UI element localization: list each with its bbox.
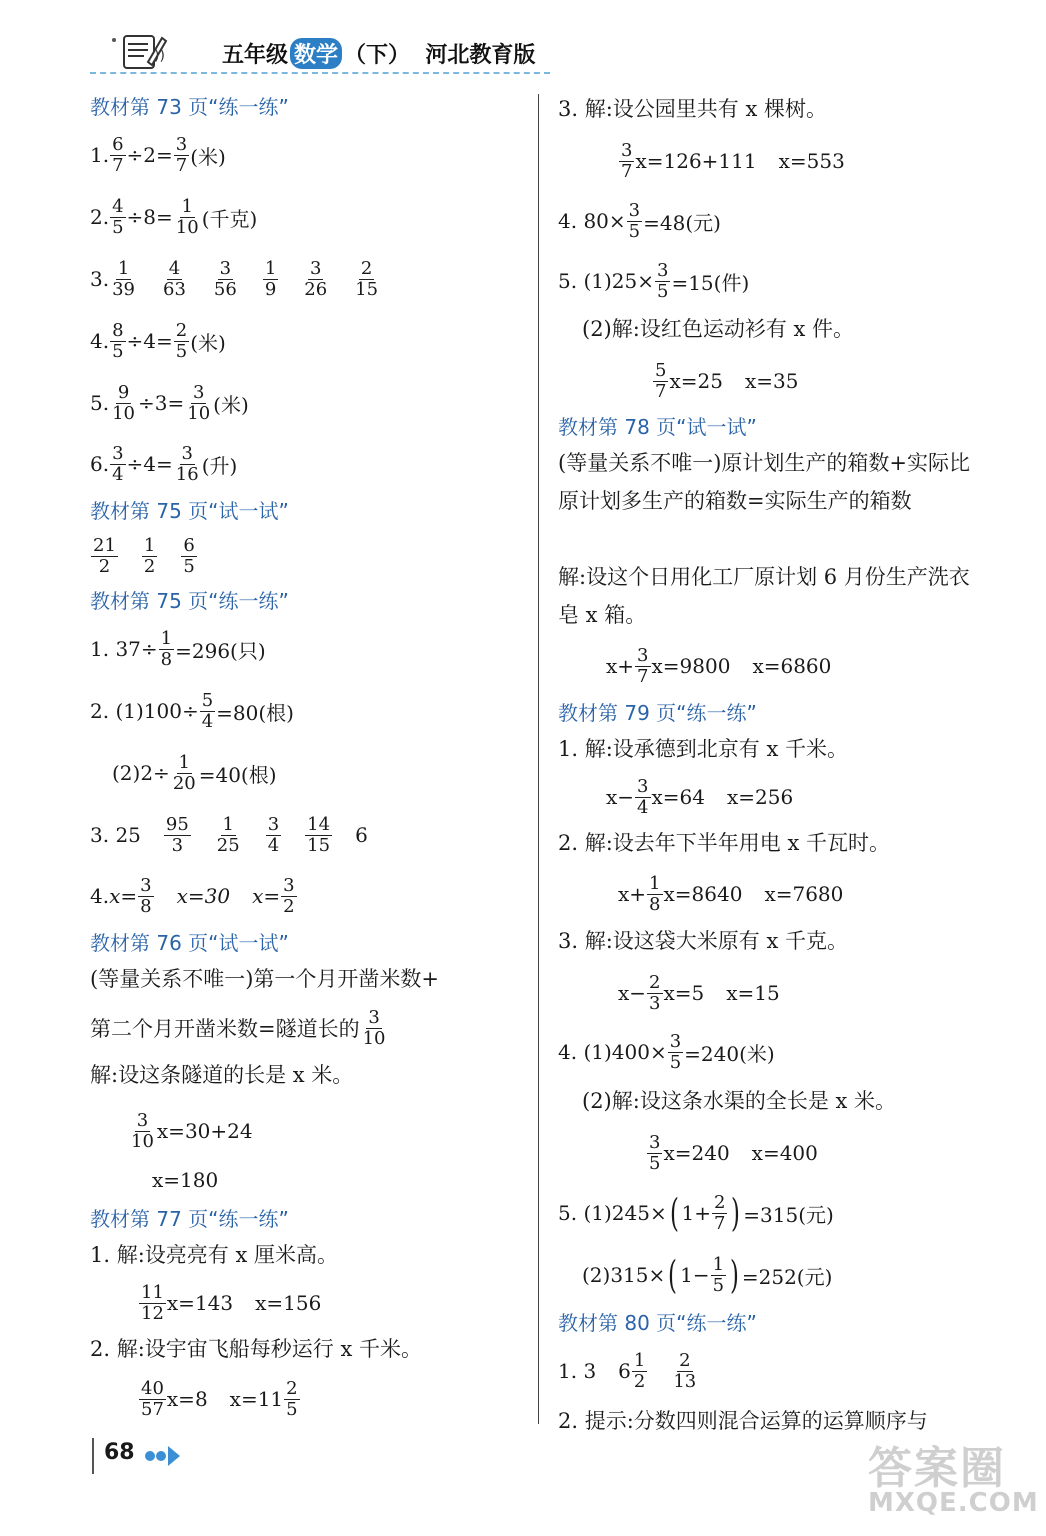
answer-line: 3. 1 39 4 63 3 56 1 9 3 26 2 15 [90,257,379,300]
answer-line: x− $\frac{3}{4}$ x=64 x=256 [606,775,794,818]
answer-line: x+ $\frac{1}{8}$ x=8640 x=7680 [618,872,844,915]
answer-line: 5 7 x=25 x=35 [655,359,799,402]
text-line: (2)解:设这条水渠的全长是 x 米。 [582,1089,897,1113]
text-line: (等量关系不唯一)第一个月开凿米数+ [90,967,439,991]
text-line: 3. 解:设这袋大米原有 x 千克。 [558,929,848,953]
section-heading: 教材第 78 页“试一试” [558,415,757,439]
text-line: 解:设这条隧道的长是 x 米。 [90,1063,354,1087]
column-divider [538,94,539,1424]
header-divider [90,72,550,74]
answer-line: 3 5 x=240 x=400 [649,1131,818,1174]
answer-line: 3. 25 95 3 1 25 3 4 14 15 6 [90,813,368,856]
answer-line: 1. $\frac{6}{7}$ ÷2= $\frac{3}{7}$ (米) [90,133,226,176]
answer-line: 5. $\frac{9}{10}$ ÷3= $\frac{3}{10}$ (米) [90,381,249,424]
text-line: 2. 解:设宇宙飞船每秒运行 x 千米。 [90,1337,422,1361]
notebook-pencil-icon [108,30,168,74]
text-line: 3. 解:设公园里共有 x 棵树。 [558,97,827,121]
subject-badge: 数学 [290,38,342,69]
answer-line: 5. (1)25× $\frac{3}{5}$ =15(件) [558,259,750,302]
answer-line: 第二个月开凿米数=隧道长的 3 10 [90,1006,386,1049]
page-header [90,34,550,74]
answer-line: 3 7 x=126+111 x=553 [621,139,845,182]
arrow-right-icon [142,1442,182,1470]
section-heading: 教材第 76 页“试一试” [90,931,289,955]
answer-line: 5. (1)245× ( 1+ $\frac{2}{7}$ ) =315(元) [558,1191,834,1235]
answer-line: 4. $\frac{8}{5}$ ÷4= $\frac{2}{5}$ (米) [90,319,226,362]
answer-line: 1. 3 6 1 2 2 13 [558,1349,697,1392]
answer-line: 6. $\frac{3}{4}$ ÷4= $\frac{3}{16}$ (升) [90,442,238,485]
section-heading: 教材第 77 页“练一练” [90,1207,289,1231]
text-line: 1. 解:设承德到北京有 x 千米。 [558,737,848,761]
answer-line: (2)2÷ $\frac{1}{20}$ =40(根) [112,751,277,794]
answer-line: x=180 [152,1168,219,1192]
answer-line: 2. (1)100÷ $\frac{5}{4}$ =80(根) [90,689,294,732]
answer-line: 4. (1)400× $\frac{3}{5}$ =240(米) [558,1030,775,1073]
answer-line: 4. 80× $\frac{3}{5}$ =48(元) [558,199,721,242]
answer-line: 11 12 x=143 x=156 [141,1281,322,1324]
watermark-logo: 答案圈 MXQE.COM [868,1443,1039,1518]
section-heading: 教材第 73 页“练一练” [90,95,289,119]
page-number: 68 [104,1440,135,1465]
answer-line: x+ $\frac{3}{7}$ x=9800 x=6860 [606,644,832,687]
answer-line: x− $\frac{2}{3}$ x=5 x=15 [618,971,780,1014]
section-heading: 教材第 75 页“练一练” [90,589,289,613]
answer-line: 2. $\frac{4}{5}$ ÷8= $\frac{1}{10}$ (千克) [90,195,258,238]
text-line: 1. 解:设亮亮有 x 厘米高。 [90,1243,338,1267]
answer-line: 4. x= $\frac{3}{8}$ x=30 x= $\frac{3}{2}$ [90,874,295,917]
section-heading: 教材第 75 页“试一试” [90,499,289,523]
right-column [558,90,998,1442]
text-paragraph: (等量关系不唯一)原计划生产的箱数+实际比原计划多生产的箱数=实际生产的箱数 [558,451,970,513]
header-title: 五年级 数学 （下） 河北教育版 [222,38,535,69]
answer-line: 3 10 x=30+24 [131,1109,253,1152]
answer-line: 40 57 x=8 x=11 2 5 [141,1377,298,1420]
text-line: 2. 解:设去年下半年用电 x 千瓦时。 [558,831,890,855]
answer-line: 1. 37÷ $\frac{1}{8}$ =296(只) [90,627,266,670]
section-heading: 教材第 79 页“练一练” [558,701,757,725]
text-line: 2. 提示:分数四则混合运算的运算顺序与 [558,1409,928,1433]
answer-line: (2)315× ( 1− $\frac{1}{5}$ ) =252(元) [582,1253,833,1297]
answer-line: 21 2 1 2 6 5 [93,534,195,577]
svg-text:)): )) [154,48,165,64]
text-line: (2)解:设红色运动衫有 x 件。 [582,317,855,341]
left-column [90,90,520,1426]
section-heading: 教材第 80 页“练一练” [558,1311,757,1335]
footer-bar [92,1438,94,1474]
text-paragraph: 解:设这个日用化工厂原计划 6 月份生产洗衣皂 x 箱。 [558,565,970,627]
